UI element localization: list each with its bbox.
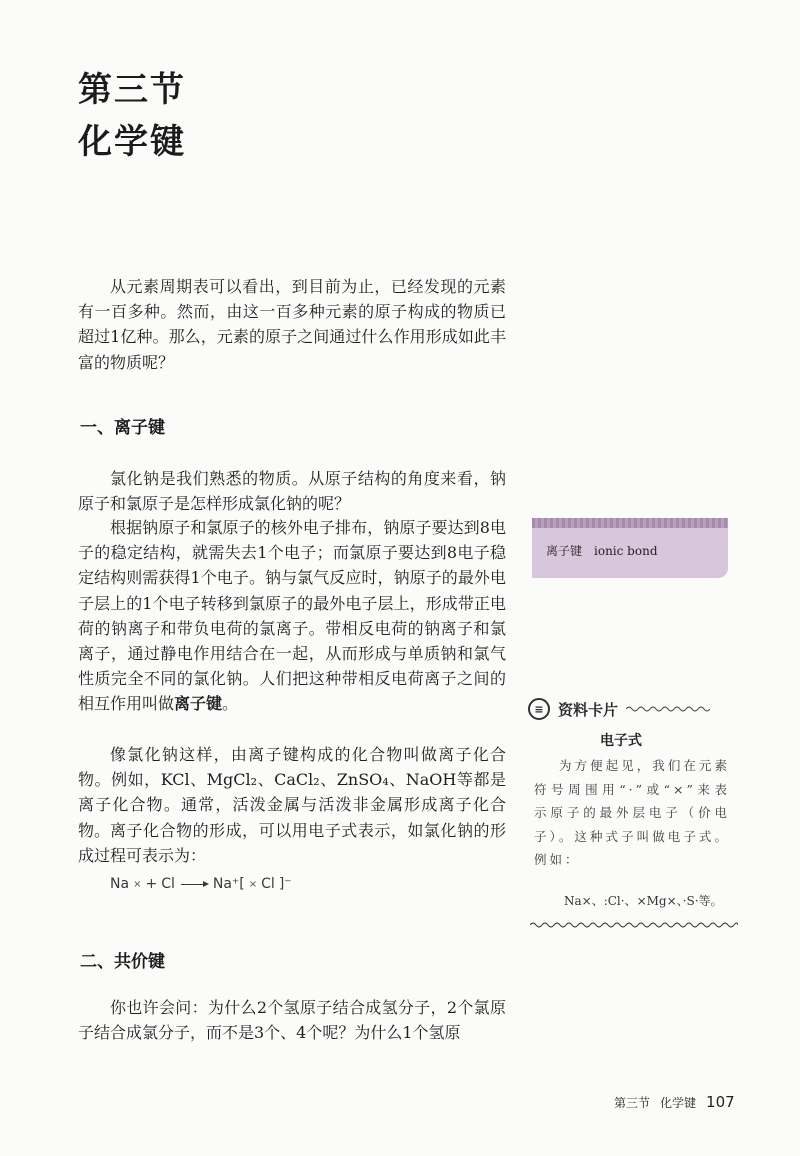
info-card-title: 电子式 — [600, 733, 642, 749]
section-heading-covalent-bond: 二、共价键 — [80, 952, 165, 972]
paragraph: 离子化合物的形成，可以用电子式表示，如氯化钠的形成过程可表示为： — [78, 821, 506, 866]
page-footer — [614, 1093, 735, 1111]
section-heading-ionic-bond: 一、离子键 — [80, 418, 165, 438]
eq-electron-cross: × — [248, 878, 258, 890]
arrow-icon — [181, 884, 207, 885]
info-card-header — [528, 698, 710, 720]
info-card-label: 资料卡片 — [558, 700, 619, 719]
book-icon: ≡ — [528, 698, 550, 720]
intro-paragraph: 从元素周期表可以看出，到目前为止，已经发现的元素有一百多种。然而，由这一百多种元素的原子构成的物质已超过1亿种。那么，元素的原子之间通过什么作用形成如此丰富的物质呢？ — [78, 277, 506, 372]
wave-divider — [530, 921, 738, 929]
paragraph: 你也许会问：为什么2个氢原子结合成氢分子，2个氯原子结合成氯分子，而不是3个、4个呢？为什么1个氢原 — [78, 998, 506, 1043]
nacl-formation-equation — [110, 876, 292, 892]
eq-plus: + — [145, 876, 158, 892]
info-card-text: 为方便起见，我们在元素符号周围用“·”或“×”来表示原子的最外层电子（价电子）。这种式子叫做电子式。例如： — [534, 758, 730, 867]
glossary-content — [532, 528, 728, 559]
chapter-number: 第三节 — [78, 70, 186, 110]
paragraph: 像氯化钠这样，由离子键构成的化合物叫做离子化合物。例如，KCl、MgCl₂、CaCl₂、ZnSO₄、NaOH等都是离子化合物。通常，活泼金属与活泼非金属形成离子化合物。 — [78, 745, 506, 840]
eq-cl-ion: Cl — [261, 876, 275, 892]
eq-na-ion: Na⁺[ — [212, 876, 245, 892]
paragraph: 氯化钠是我们熟悉的物质。从原子结构的角度来看，钠原子和氯原子是怎样形成氯化钠的呢？ — [78, 469, 506, 514]
eq-na: Na — [110, 876, 130, 892]
page-number: 107 — [706, 1093, 735, 1111]
glossary-box — [532, 518, 728, 578]
footer-title: 化学键 — [660, 1096, 697, 1110]
wave-divider — [626, 705, 710, 713]
eq-cl: Cl — [161, 876, 175, 892]
paragraph-text: 根据钠原子和氯原子的核外电子排布，钠原子要达到8电子的稳定结构，就需失去1个电子；而氯原子要达到8电子稳定结构则需获得1个电子。钠与氯气反应时，钠原子的最外电子层上的1个电子转移到氯原子的最外电子层上，形成带正电荷的钠离子和带负电荷的氯离子。带相反电荷的钠离子和氯离子，通过静电作用结合在一起，从而形成与单质钠和氯气性质完全不同的氯化钠。人们把这种带相反电荷离子之间的相互作用叫做 — [78, 518, 506, 714]
chapter-title: 化学键 — [78, 122, 186, 162]
glossary-term-en: ionic bond — [594, 544, 658, 558]
glossary-term-zh: 离子键 — [546, 544, 583, 558]
footer-section: 第三节 — [614, 1096, 651, 1110]
glossary-stripe — [532, 518, 728, 528]
paragraph-text: 。 — [222, 694, 239, 714]
info-card-example: Na×、:Cl·、×Mg×、·S·等。 — [564, 894, 723, 908]
paragraph-with-term — [78, 515, 506, 717]
eq-electron-cross: × — [133, 878, 142, 890]
eq-cl-ion-close: ]⁻ — [278, 876, 292, 892]
term-ionic-bond: 离子键 — [174, 694, 223, 714]
